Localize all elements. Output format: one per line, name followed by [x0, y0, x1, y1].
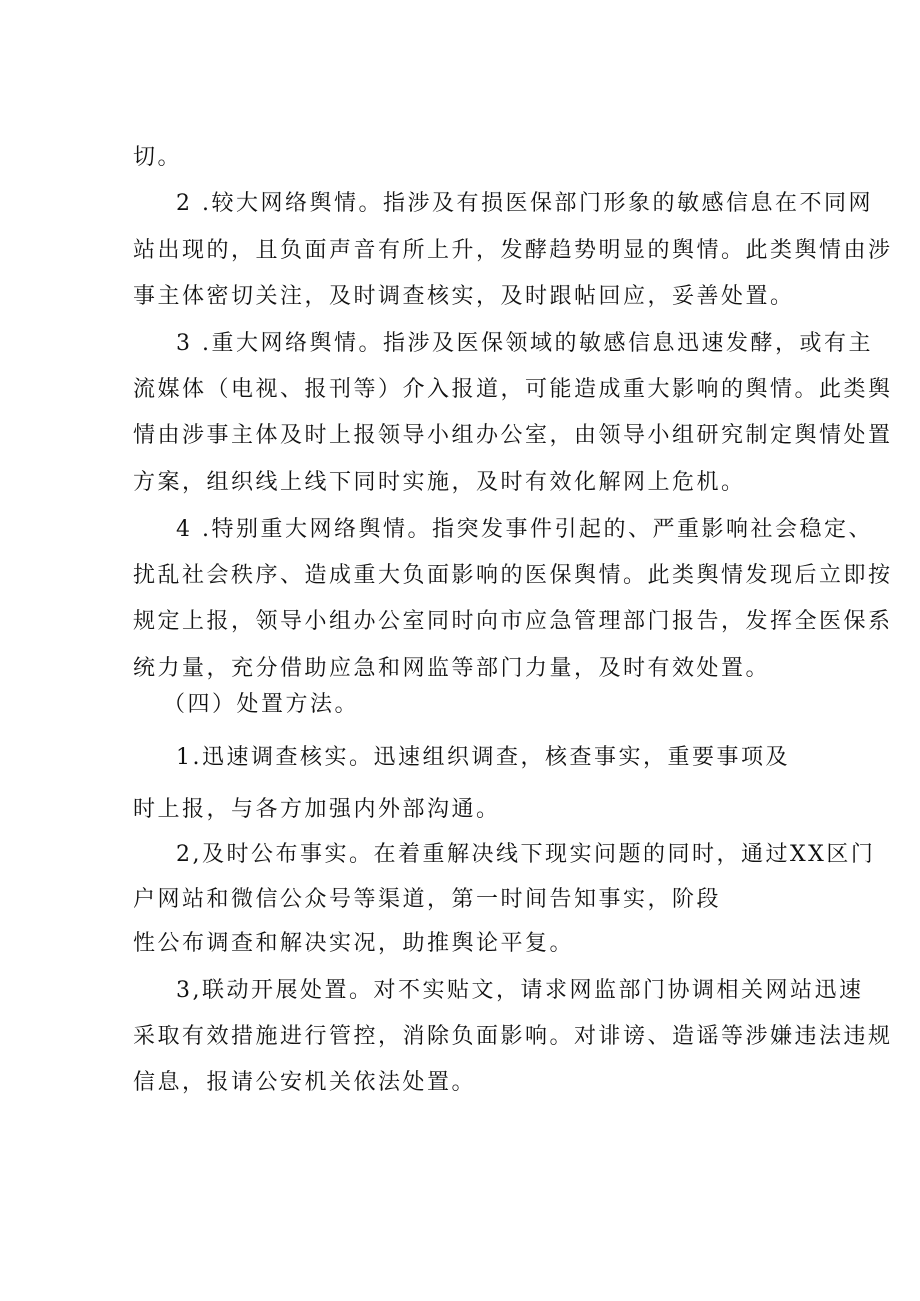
text-line: 采取有效措施进行管控，消除负面影响。对诽谤、造谣等涉嫌违法违规 [133, 1024, 893, 1049]
text-line: 3,联动开展处置。对不实贴文，请求网监部门协调相关网站迅速 [176, 978, 864, 1003]
text-line: 信息，报请公安机关依法处置。 [133, 1070, 477, 1095]
text-line: 统力量，充分借助应急和网监等部门力量，及时有效处置。 [133, 656, 771, 681]
text-line: 性公布调查和解决实况，助推舆论平复。 [133, 931, 575, 956]
text-line: 事主体密切关注，及时调查核实，及时跟帖回应，妥善处置。 [133, 284, 795, 309]
text-line: 1.迅速调查核实。迅速组织调查，核查事实，重要事项及 [176, 745, 790, 770]
text-line: 户网站和微信公众号等渠道，第一时间告知事实，阶段 [133, 887, 722, 912]
text-line: 2,及时公布事实。在着重解决线下现实问题的同时，通过XX区门 [176, 842, 876, 867]
text-line: 切。 [133, 145, 183, 170]
text-line: 扰乱社会秩序、造成重大负面影响的医保舆情。此类舆情发现后立即按 [133, 563, 893, 588]
section-heading: （四）处置方法。 [163, 692, 360, 717]
text-line: 流媒体（电视、报刊等）介入报道，可能造成重大影响的舆情。此类舆 [133, 377, 893, 402]
text-line: 方案，组织线上线下同时实施，及时有效化解网上危机。 [133, 470, 746, 495]
text-line: 2 .较大网络舆情。指涉及有损医保部门形象的敏感信息在不同网 [176, 191, 873, 216]
text-line: 规定上报，领导小组办公室同时向市应急管理部门报告，发挥全医保系 [133, 609, 893, 634]
text-line: 站出现的，且负面声音有所上升，发酵趋势明显的舆情。此类舆情由涉 [133, 238, 893, 263]
text-line: 4 .特别重大网络舆情。指突发事件引起的、严重影响社会稳定、 [176, 517, 873, 542]
text-line: 情由涉事主体及时上报领导小组办公室，由领导小组研究制定舆情处置 [133, 423, 893, 448]
text-line: 3 .重大网络舆情。指涉及医保领域的敏感信息迅速发酵，或有主 [176, 331, 873, 356]
text-line: 时上报，与各方加强内外部沟通。 [133, 797, 501, 822]
